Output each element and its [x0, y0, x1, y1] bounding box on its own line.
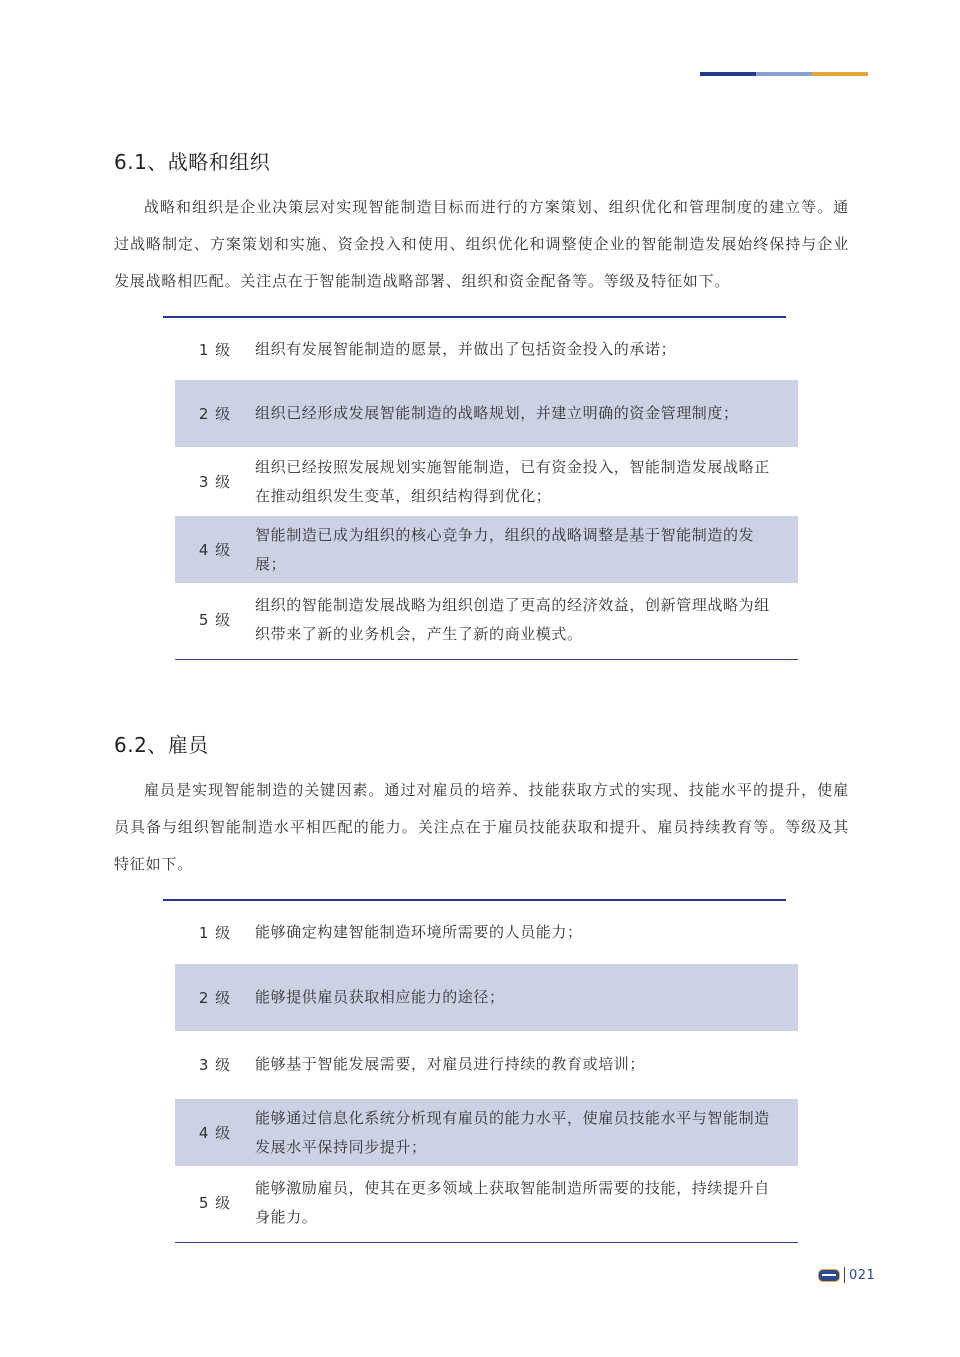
level-label: 5 级	[198, 611, 232, 629]
accent-segment-blue	[756, 72, 812, 76]
section-employees	[114, 730, 849, 883]
footer-divider	[844, 1267, 845, 1283]
page-footer	[818, 1266, 875, 1284]
level-label: 4 级	[198, 541, 232, 559]
level-description: 组织已经形成发展智能制造的战略规划，并建立明确的资金管理制度；	[255, 404, 739, 422]
section-intro: 战略和组织是企业决策层对实现智能制造目标而进行的方案策划、组织优化和管理制度的建立等。通过战略制定、方案策划和实施、资金投入和使用、组织优化和调整使企业的智能制造发展始终保持与企业发展战略相匹配。关注点在于智能制造战略部署、组织和资金配备等。等级及特征如下。	[114, 198, 849, 290]
level-label: 2 级	[198, 405, 232, 423]
cmmm-logo-icon	[818, 1269, 840, 1282]
table-row	[175, 380, 798, 447]
table-row	[175, 516, 798, 583]
level-label: 1 级	[198, 924, 232, 942]
table-row	[175, 1169, 798, 1236]
page-number: 021	[849, 1267, 876, 1283]
table-row	[175, 964, 798, 1031]
table-bottom-rule	[175, 1242, 798, 1243]
section-intro: 雇员是实现智能制造的关键因素。通过对雇员的培养、技能获取方式的实现、技能水平的提升，使雇员具备与组织智能制造水平相匹配的能力。关注点在于雇员技能获取和提升、雇员持续教育等。等级及其特征如下。	[114, 781, 849, 873]
accent-segment-orange	[812, 72, 868, 76]
table-row	[175, 586, 798, 653]
table-row	[175, 1099, 798, 1166]
header-accent-bar	[700, 72, 868, 76]
section-title: 6.2、雇员	[114, 733, 209, 757]
table-bottom-rule	[175, 659, 798, 660]
level-description: 组织已经按照发展规划实施智能制造，已有资金投入，智能制造发展战略正在推动组织发生变革，组织结构得到优化；	[255, 457, 770, 505]
accent-segment-navy	[700, 72, 756, 76]
level-label: 1 级	[198, 341, 232, 359]
level-label: 3 级	[198, 473, 232, 491]
level-label: 3 级	[198, 1056, 232, 1074]
section-title: 6.1、战略和组织	[114, 150, 271, 174]
level-description: 能够激励雇员，使其在更多领域上获取智能制造所需要的技能，持续提升自身能力。	[255, 1178, 770, 1226]
level-description: 能够提供雇员获取相应能力的途径；	[255, 988, 505, 1006]
table-row	[175, 448, 798, 515]
level-description: 能够通过信息化系统分析现有雇员的能力水平，使雇员技能水平与智能制造发展水平保持同步提升；	[255, 1108, 770, 1156]
level-description: 组织有发展智能制造的愿景，并做出了包括资金投入的承诺；	[255, 340, 677, 358]
level-label: 5 级	[198, 1194, 232, 1212]
table-row	[175, 316, 798, 383]
level-description: 能够基于智能发展需要，对雇员进行持续的教育或培训；	[255, 1055, 646, 1073]
section-strategy-organization	[114, 147, 849, 300]
table-row	[175, 899, 798, 966]
table-row	[175, 1031, 798, 1098]
level-description: 组织的智能制造发展战略为组织创造了更高的经济效益，创新管理战略为组织带来了新的业务机会，产生了新的商业模式。	[255, 595, 770, 643]
level-description: 智能制造已成为组织的核心竞争力，组织的战略调整是基于智能制造的发展；	[255, 525, 755, 573]
level-label: 2 级	[198, 989, 232, 1007]
level-description: 能够确定构建智能制造环境所需要的人员能力；	[255, 923, 583, 941]
level-label: 4 级	[198, 1124, 232, 1142]
